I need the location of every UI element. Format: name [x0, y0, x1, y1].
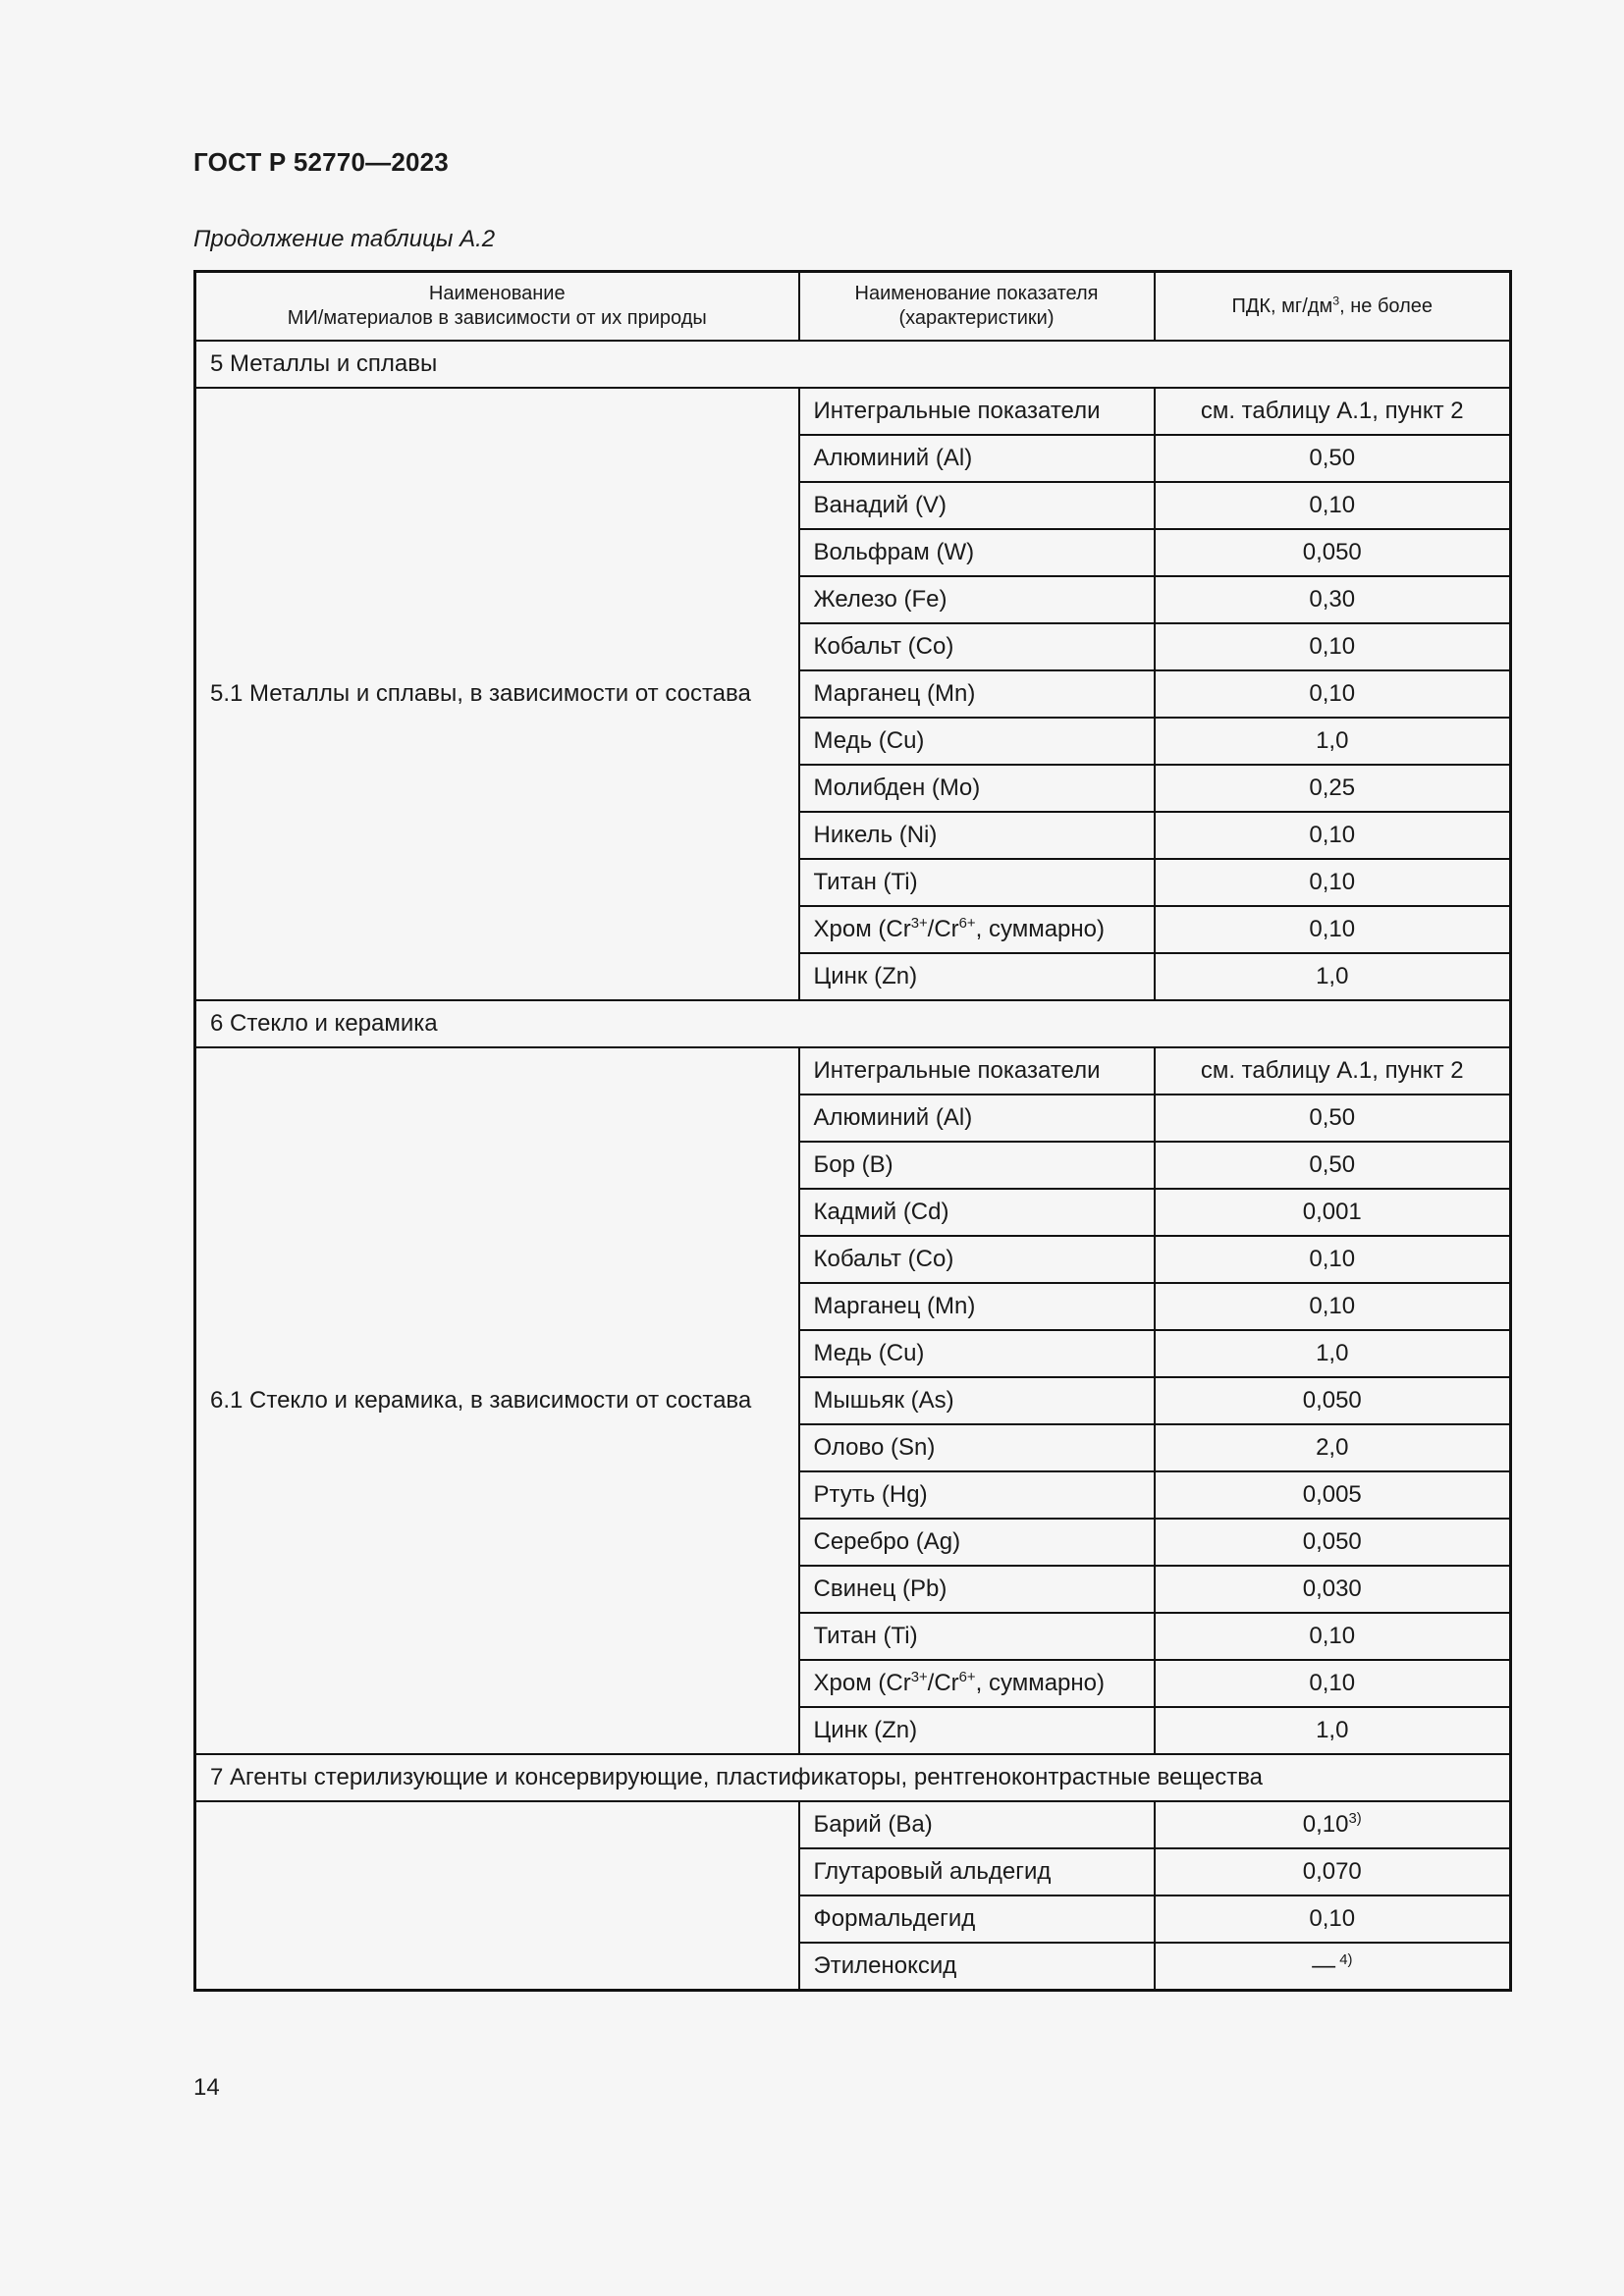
indicator-name: [799, 435, 1155, 482]
document-code: ГОСТ Р 52770—2023: [193, 147, 449, 177]
material-group: [195, 1801, 799, 1991]
indicator-name-text: Барий (Ba): [813, 1811, 933, 1838]
pdk-value: [1155, 1801, 1511, 1848]
pdk-value: [1155, 482, 1511, 529]
indicator-name-text: Кобальт (Co): [813, 1246, 954, 1272]
pdk-value-text: 0,10: [1309, 680, 1356, 707]
indicator-name-text: Никель (Ni): [813, 822, 938, 848]
header-material-name: [195, 272, 799, 342]
pdk-value: [1155, 718, 1511, 765]
indicator-name-text: Титан (Ti): [813, 869, 918, 895]
indicator-name-text: Молибден (Mo): [813, 774, 981, 801]
pdk-value: [1155, 1047, 1511, 1095]
table-continuation-caption: Продолжение таблицы А.2: [193, 226, 496, 252]
indicator-name-text: Цинк (Zn): [813, 963, 918, 989]
section-title-row: [195, 341, 1511, 388]
pdk-value: [1155, 953, 1511, 1000]
pdk-value-text: 0,050: [1302, 1387, 1362, 1414]
pdk-value-text: 0,25: [1309, 774, 1356, 801]
footnote-ref: 3): [1348, 1811, 1362, 1827]
pdk-value-text: 0,10: [1309, 1246, 1356, 1272]
indicator-name-text: Глутаровый альдегид: [813, 1858, 1052, 1885]
indicator-name-text: Вольфрам (W): [813, 539, 975, 565]
indicator-name: [799, 812, 1155, 859]
header-pdk-post: , не более: [1339, 294, 1434, 317]
indicator-name: [799, 1943, 1155, 1991]
indicator-name-text: Марганец (Mn): [813, 680, 976, 707]
indicator-name-text: Хром (Cr: [813, 916, 911, 942]
pdk-value: [1155, 1283, 1511, 1330]
pdk-value-text: 1,0: [1316, 1340, 1349, 1366]
pdk-value-text: см. таблицу А.1, пункт 2: [1200, 1057, 1464, 1084]
indicator-name: [799, 1471, 1155, 1519]
pdk-value: [1155, 1943, 1511, 1991]
indicator-name-text: Алюминий (Al): [813, 1104, 973, 1131]
pdk-value: [1155, 388, 1511, 435]
indicator-name: [799, 388, 1155, 435]
indicator-name: [799, 1424, 1155, 1471]
pdk-value: [1155, 1896, 1511, 1943]
indicator-name-text: Хром (Cr: [813, 1670, 911, 1696]
section-title: 6 Стекло и керамика: [195, 1000, 1511, 1047]
indicator-name: [799, 1801, 1155, 1848]
pdk-value-text: 0,10: [1309, 1670, 1356, 1696]
pdk-value: [1155, 812, 1511, 859]
pdk-value-text: см. таблицу А.1, пункт 2: [1200, 398, 1464, 424]
pdk-value: [1155, 1330, 1511, 1377]
pdk-value-text: 0,10: [1309, 869, 1356, 895]
indicator-name-post: , суммарно): [975, 1670, 1105, 1696]
pdk-value: [1155, 1377, 1511, 1424]
pdk-value-text: 0,10: [1302, 1811, 1349, 1838]
indicator-name: [799, 1519, 1155, 1566]
indicator-name-text: Алюминий (Al): [813, 445, 973, 471]
pdk-value: [1155, 623, 1511, 670]
pdk-value: [1155, 1707, 1511, 1754]
indicator-name-post: , суммарно): [975, 916, 1105, 942]
material-group: 5.1 Металлы и сплавы, в зависимости от состава: [195, 388, 799, 1000]
charge-sup: 3+: [910, 916, 928, 932]
indicator-name-text: Медь (Cu): [813, 727, 925, 754]
pdk-value-text: 0,50: [1309, 445, 1356, 471]
indicator-name: [799, 482, 1155, 529]
pdk-value-text: 0,10: [1309, 1905, 1356, 1932]
indicator-name: [799, 859, 1155, 906]
header-indicator-name: [799, 272, 1155, 342]
pdk-value-text: 0,001: [1302, 1199, 1362, 1225]
indicator-name: [799, 576, 1155, 623]
indicator-name-text: Этиленоксид: [813, 1952, 957, 1979]
pdk-table: [193, 270, 1512, 1992]
pdk-value-text: 0,30: [1309, 586, 1356, 613]
indicator-name: [799, 1236, 1155, 1283]
pdk-value: [1155, 435, 1511, 482]
pdk-value-text: 0,10: [1309, 1623, 1356, 1649]
table-row: [195, 388, 1511, 435]
header-material-line1: Наименование: [428, 283, 566, 304]
pdk-value: [1155, 1660, 1511, 1707]
indicator-name: [799, 1896, 1155, 1943]
pdk-value: [1155, 1142, 1511, 1189]
indicator-name-mid: /Cr: [927, 916, 959, 942]
pdk-value-text: 0,50: [1309, 1151, 1356, 1178]
indicator-name-text: Цинк (Zn): [813, 1717, 918, 1743]
indicator-name-text: Серебро (Ag): [813, 1528, 961, 1555]
pdk-value-text: 0,10: [1309, 916, 1356, 942]
indicator-name-text: Свинец (Pb): [813, 1575, 947, 1602]
pdk-value: [1155, 1519, 1511, 1566]
pdk-value: [1155, 1424, 1511, 1471]
charge-sup: 6+: [958, 916, 976, 932]
indicator-name: [799, 1848, 1155, 1896]
pdk-value: [1155, 859, 1511, 906]
indicator-name-text: Марганец (Mn): [813, 1293, 976, 1319]
pdk-value-text: 1,0: [1316, 1717, 1349, 1743]
indicator-name: [799, 1330, 1155, 1377]
pdk-value-text: 0,10: [1309, 633, 1356, 660]
charge-sup: 6+: [958, 1670, 976, 1685]
table-row: [195, 1801, 1511, 1848]
pdk-value: [1155, 1848, 1511, 1896]
header-material-line2: МИ/материалов в зависимости от их природы: [287, 307, 707, 329]
indicator-name: [799, 906, 1155, 953]
indicator-name-text: Кадмий (Cd): [813, 1199, 949, 1225]
charge-sup: 3+: [910, 1670, 928, 1685]
indicator-name-text: Ртуть (Hg): [813, 1481, 928, 1508]
indicator-name: [799, 718, 1155, 765]
header-indicator-line1: Наименование показателя: [854, 283, 1099, 304]
indicator-name-text: Медь (Cu): [813, 1340, 925, 1366]
indicator-name: [799, 1095, 1155, 1142]
indicator-name: [799, 623, 1155, 670]
pdk-value-text: —: [1312, 1952, 1336, 1979]
pdk-value: [1155, 1095, 1511, 1142]
footnote-ref: 4): [1335, 1952, 1353, 1968]
indicator-name: [799, 1660, 1155, 1707]
indicator-name: [799, 1047, 1155, 1095]
indicator-name: [799, 1707, 1155, 1754]
pdk-value-text: 0,005: [1302, 1481, 1362, 1508]
indicator-name-text: Ванадий (V): [813, 492, 947, 518]
indicator-name-text: Титан (Ti): [813, 1623, 918, 1649]
pdk-value-text: 0,10: [1309, 822, 1356, 848]
indicator-name: [799, 1283, 1155, 1330]
indicator-name-text: Кобальт (Co): [813, 633, 954, 660]
indicator-name-text: Интегральные показатели: [813, 1057, 1101, 1084]
pdk-value: [1155, 529, 1511, 576]
table-body: [195, 341, 1511, 1991]
indicator-name-text: Олово (Sn): [813, 1434, 936, 1461]
pdk-value-text: 0,10: [1309, 1293, 1356, 1319]
indicator-name: [799, 1377, 1155, 1424]
header-indicator-line2: (характеристики): [898, 307, 1055, 329]
indicator-name: [799, 529, 1155, 576]
pdk-value-text: 0,50: [1309, 1104, 1356, 1131]
indicator-name: [799, 765, 1155, 812]
indicator-name-text: Мышьяк (As): [813, 1387, 954, 1414]
pdk-value: [1155, 906, 1511, 953]
pdk-value-text: 1,0: [1316, 727, 1349, 754]
table-row: [195, 1047, 1511, 1095]
pdk-value: [1155, 1236, 1511, 1283]
pdk-value: [1155, 1189, 1511, 1236]
material-group: 6.1 Стекло и керамика, в зависимости от состава: [195, 1047, 799, 1754]
table-header-row: [195, 272, 1511, 342]
pdk-value: [1155, 1566, 1511, 1613]
indicator-name: [799, 953, 1155, 1000]
indicator-name: [799, 1566, 1155, 1613]
indicator-name: [799, 1142, 1155, 1189]
indicator-name-text: Бор (B): [813, 1151, 893, 1178]
pdk-value-text: 0,10: [1309, 492, 1356, 518]
header-pdk: [1155, 272, 1511, 342]
section-title: 7 Агенты стерилизующие и консервирующие, пластификаторы, рентгеноконтрастные вещества: [195, 1754, 1511, 1801]
pdk-value-text: 2,0: [1316, 1434, 1349, 1461]
indicator-name: [799, 1189, 1155, 1236]
page-number: 14: [193, 2074, 220, 2101]
header-pdk-sup: 3: [1332, 293, 1340, 307]
section-title-row: [195, 1754, 1511, 1801]
pdk-value-text: 0,050: [1302, 1528, 1362, 1555]
indicator-name-text: Интегральные показатели: [813, 398, 1101, 424]
indicator-name-mid: /Cr: [927, 1670, 959, 1696]
section-title: 5 Металлы и сплавы: [195, 341, 1511, 388]
pdk-value-text: 0,030: [1302, 1575, 1362, 1602]
indicator-name: [799, 1613, 1155, 1660]
section-title-row: [195, 1000, 1511, 1047]
indicator-name-text: Железо (Fe): [813, 586, 947, 613]
indicator-name: [799, 670, 1155, 718]
pdk-value-text: 1,0: [1316, 963, 1349, 989]
pdk-value: [1155, 1613, 1511, 1660]
pdk-value: [1155, 765, 1511, 812]
indicator-name-text: Формальдегид: [813, 1905, 976, 1932]
pdk-value-text: 0,070: [1302, 1858, 1362, 1885]
pdk-value: [1155, 670, 1511, 718]
header-pdk-text: ПДК, мг/дм: [1231, 294, 1333, 317]
pdk-value-text: 0,050: [1302, 539, 1362, 565]
pdk-value: [1155, 576, 1511, 623]
pdk-value: [1155, 1471, 1511, 1519]
